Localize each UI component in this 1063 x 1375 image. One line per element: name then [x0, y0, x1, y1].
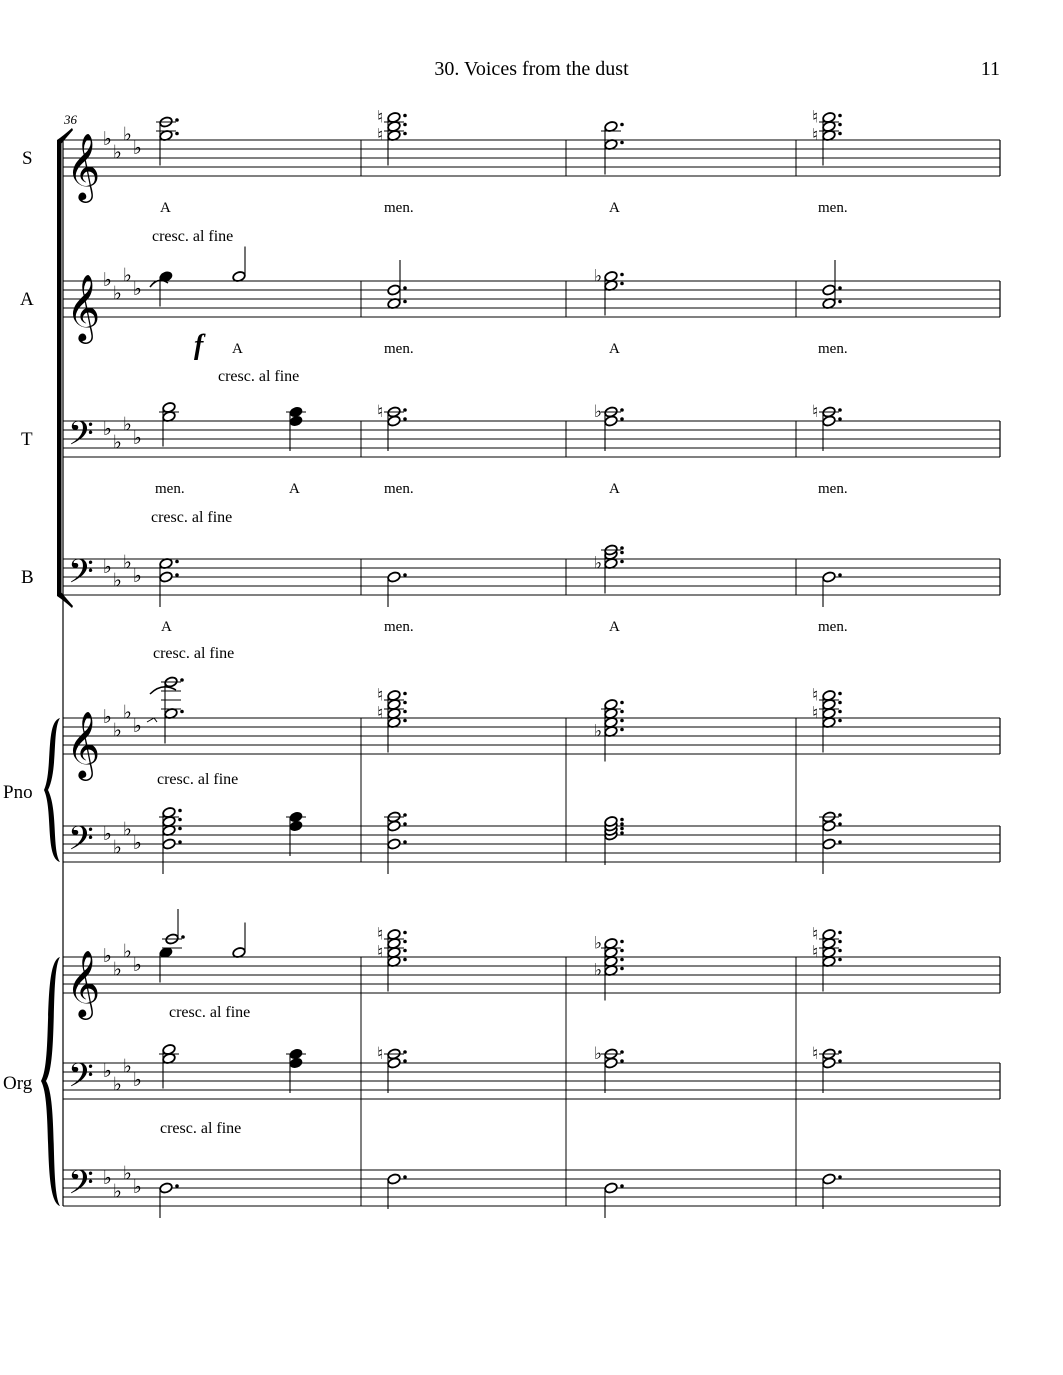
- flat-icon: ♭: [103, 269, 112, 291]
- augmentation-dot: [175, 118, 179, 122]
- natural-icon: ♮: [377, 924, 384, 945]
- augmentation-dot: [838, 123, 842, 127]
- augmentation-dot: [620, 546, 624, 550]
- augmentation-dot: [178, 840, 182, 844]
- natural-icon: ♮: [377, 942, 384, 963]
- natural-icon: ♮: [377, 402, 384, 422]
- augmentation-dot: [838, 940, 842, 944]
- flat-icon: ♭: [103, 556, 112, 578]
- augmentation-dot: [838, 1059, 842, 1063]
- augmentation-dot: [620, 719, 624, 723]
- bass-clef-icon: 𝄢: [68, 415, 94, 461]
- flat-icon: ♭: [113, 1180, 122, 1203]
- augmentation-dot: [178, 827, 182, 831]
- augmentation-dot: [838, 949, 842, 953]
- dynamic-piano: cresc. al fine: [157, 771, 239, 788]
- lyric-soprano-1: A: [160, 200, 171, 216]
- augmentation-dot: [403, 958, 407, 962]
- augmentation-dot: [403, 940, 407, 944]
- augmentation-dot: [620, 831, 624, 835]
- flat-icon: ♭: [133, 427, 142, 449]
- bass-clef-icon: 𝄢: [68, 553, 94, 599]
- lyric-bass-4: men.: [818, 619, 848, 635]
- note-head: [387, 838, 401, 850]
- flat-icon: ♭: [113, 569, 122, 592]
- augmentation-dot: [620, 967, 624, 971]
- augmentation-dot: [838, 710, 842, 714]
- bass-clef-icon: 𝄢: [68, 1057, 94, 1103]
- augmentation-dot: [838, 1050, 842, 1054]
- augmentation-dot: [838, 958, 842, 962]
- augmentation-dot: [180, 678, 184, 682]
- lyric-alto-2: men.: [384, 341, 414, 357]
- lyric-bass-2: men.: [384, 619, 414, 635]
- augmentation-dot: [620, 1050, 624, 1054]
- augmentation-dot: [838, 692, 842, 696]
- flat-icon: ♭: [133, 1069, 142, 1091]
- augmentation-dot: [838, 300, 842, 304]
- flat-icon: ♭: [133, 565, 142, 587]
- tie: [150, 687, 176, 694]
- augmentation-dot: [180, 710, 184, 714]
- natural-icon: ♮: [812, 924, 819, 945]
- dynamic-organ-upper: cresc. al fine: [169, 1004, 251, 1021]
- flat-icon: ♭: [123, 551, 132, 574]
- staff-bass: [63, 552, 1000, 600]
- choir-bracket: [57, 128, 73, 608]
- staff-label-organ: Org: [3, 1073, 33, 1094]
- staff-soprano: [63, 124, 1000, 204]
- augmentation-dot: [403, 300, 407, 304]
- augmentation-dot: [620, 408, 624, 412]
- flat-icon: ♭: [113, 1073, 122, 1096]
- augmentation-dot: [175, 1184, 179, 1188]
- piano-brace: [44, 718, 60, 862]
- lyric-tenor-1: men.: [155, 481, 185, 497]
- flat-icon: ♭: [594, 1044, 603, 1064]
- augmentation-dot: [620, 282, 624, 286]
- augmentation-dot: [620, 818, 624, 822]
- staff-alto: [63, 265, 1000, 345]
- page-number: 11: [980, 58, 1000, 80]
- flat-icon: ♭: [594, 266, 603, 287]
- lyric-soprano-3: A: [609, 200, 620, 216]
- augmentation-dot: [838, 408, 842, 412]
- augmentation-dot: [838, 1175, 842, 1179]
- staff-piano-rh: [63, 702, 1000, 782]
- staff-label-alto: A: [20, 289, 34, 310]
- augmentation-dot: [838, 286, 842, 290]
- natural-icon: ♮: [812, 685, 819, 706]
- flat-icon: ♭: [594, 933, 603, 954]
- augmentation-dot: [403, 286, 407, 290]
- staff-organ-lh: [63, 1056, 1000, 1104]
- flat-icon: ♭: [103, 945, 112, 967]
- augmentation-dot: [181, 935, 185, 939]
- augmentation-dot: [403, 822, 407, 826]
- lyric-bass-1: A: [161, 619, 172, 635]
- augmentation-dot: [403, 408, 407, 412]
- flat-icon: ♭: [103, 128, 112, 150]
- augmentation-dot: [620, 827, 624, 831]
- forte-alto: f: [194, 330, 204, 361]
- augmentation-dot: [175, 132, 179, 136]
- dynamic-alto: cresc. al fine: [218, 368, 300, 385]
- note-head: [159, 571, 173, 583]
- flat-icon: ♭: [123, 1055, 132, 1078]
- augmentation-dot: [620, 417, 624, 421]
- staff-tenor: [63, 414, 1000, 462]
- flat-icon: ♭: [113, 719, 122, 742]
- augmentation-dot: [403, 123, 407, 127]
- flat-icon: ♭: [133, 832, 142, 854]
- natural-icon: ♮: [377, 1044, 384, 1064]
- flat-icon: ♭: [113, 282, 122, 305]
- augmentation-dot: [838, 132, 842, 136]
- note-head: [387, 571, 401, 583]
- augmentation-dot: [838, 822, 842, 826]
- flat-icon: ♭: [123, 940, 132, 963]
- flat-icon: ♭: [113, 141, 122, 164]
- flat-icon: ♭: [103, 1167, 112, 1189]
- flat-icon: ♭: [123, 1162, 132, 1185]
- dynamic-soprano: cresc. al fine: [152, 228, 234, 245]
- augmentation-dot: [403, 710, 407, 714]
- bass-clef-icon: 𝄢: [68, 1164, 94, 1210]
- natural-icon: ♮: [812, 402, 819, 422]
- natural-icon: ♮: [812, 703, 819, 724]
- augmentation-dot: [403, 573, 407, 577]
- flat-icon: ♭: [594, 402, 603, 422]
- augmentation-dot: [838, 813, 842, 817]
- augmentation-dot: [178, 818, 182, 822]
- page-title: 30. Voices from the dust: [434, 58, 629, 80]
- augmentation-dot: [620, 728, 624, 732]
- augmentation-dot: [403, 114, 407, 118]
- augmentation-dot: [403, 813, 407, 817]
- augmentation-dot: [403, 840, 407, 844]
- augmentation-dot: [620, 123, 624, 127]
- augmentation-dot: [403, 1175, 407, 1179]
- note-head: [822, 838, 836, 850]
- natural-icon: ♮: [812, 125, 819, 146]
- flat-icon: ♭: [133, 137, 142, 159]
- natural-icon: ♮: [812, 1044, 819, 1064]
- augmentation-dot: [620, 958, 624, 962]
- flat-icon: ♭: [123, 413, 132, 436]
- augmentation-dot: [620, 141, 624, 145]
- augmentation-dot: [620, 710, 624, 714]
- measure-number: 36: [64, 112, 77, 127]
- augmentation-dot: [620, 1184, 624, 1188]
- flat-icon: ♭: [103, 418, 112, 440]
- augmentation-dot: [620, 940, 624, 944]
- organ-brace: [41, 957, 60, 1206]
- augmentation-dot: [838, 719, 842, 723]
- dynamic-bass: cresc. al fine: [153, 645, 235, 662]
- staff-organ-pedal: [63, 1163, 1000, 1211]
- lyric-tenor-3: men.: [384, 481, 414, 497]
- note-head: [387, 284, 401, 296]
- flat-icon: ♭: [594, 960, 603, 981]
- flat-icon: ♭: [103, 1060, 112, 1082]
- augmentation-dot: [403, 931, 407, 935]
- treble-clef-icon: 𝄞: [66, 132, 101, 200]
- augmentation-dot: [838, 417, 842, 421]
- augmentation-dot: [838, 840, 842, 844]
- natural-icon: ♮: [377, 685, 384, 706]
- staff-label-soprano: S: [22, 148, 33, 169]
- flat-icon: ♭: [133, 278, 142, 300]
- augmentation-dot: [620, 1059, 624, 1063]
- lyric-tenor-2: A: [289, 481, 300, 497]
- natural-icon: ♮: [812, 107, 819, 128]
- tie: [147, 718, 157, 722]
- staff-label-tenor: T: [21, 429, 33, 450]
- staff-label-piano: Pno: [3, 782, 33, 803]
- augmentation-dot: [403, 719, 407, 723]
- flat-icon: ♭: [594, 721, 603, 742]
- flat-icon: ♭: [113, 958, 122, 981]
- staff-piano-lh: [63, 819, 1000, 867]
- note-head: [822, 284, 836, 296]
- augmentation-dot: [838, 573, 842, 577]
- note-head: [159, 1182, 173, 1194]
- lyric-tenor-5: men.: [818, 481, 848, 497]
- treble-clef-icon: 𝄞: [66, 273, 101, 341]
- augmentation-dot: [620, 701, 624, 705]
- dynamic-organ-lower: cresc. al fine: [160, 1120, 242, 1137]
- lyric-soprano-2: men.: [384, 200, 414, 216]
- natural-icon: ♮: [377, 125, 384, 146]
- note-head: [822, 1173, 836, 1185]
- bass-clef-icon: 𝄢: [68, 820, 94, 866]
- lyric-soprano-4: men.: [818, 200, 848, 216]
- augmentation-dot: [178, 809, 182, 813]
- flat-icon: ♭: [113, 431, 122, 454]
- augmentation-dot: [403, 1059, 407, 1063]
- augmentation-dot: [620, 822, 624, 826]
- flat-icon: ♭: [103, 823, 112, 845]
- flat-icon: ♭: [594, 553, 603, 574]
- augmentation-dot: [175, 560, 179, 564]
- treble-clef-icon: 𝄞: [66, 949, 101, 1017]
- flat-icon: ♭: [133, 1176, 142, 1198]
- natural-icon: ♮: [377, 107, 384, 128]
- note-head: [604, 1182, 618, 1194]
- augmentation-dot: [403, 949, 407, 953]
- lyric-alto-1: A: [232, 341, 243, 357]
- augmentation-dot: [838, 931, 842, 935]
- note-head: [387, 1173, 401, 1185]
- natural-icon: ♮: [812, 942, 819, 963]
- natural-icon: ♮: [377, 703, 384, 724]
- lyric-tenor-4: A: [609, 481, 620, 497]
- lyric-alto-4: men.: [818, 341, 848, 357]
- augmentation-dot: [620, 273, 624, 277]
- flat-icon: ♭: [113, 836, 122, 859]
- augmentation-dot: [620, 551, 624, 555]
- staff-label-bass: B: [21, 567, 34, 588]
- flat-icon: ♭: [133, 954, 142, 976]
- flat-icon: ♭: [103, 706, 112, 728]
- augmentation-dot: [620, 949, 624, 953]
- flat-icon: ♭: [123, 818, 132, 841]
- lyric-bass-3: A: [609, 619, 620, 635]
- lyric-alto-3: A: [609, 341, 620, 357]
- dynamic-tenor: cresc. al fine: [151, 509, 233, 526]
- note-head: [822, 571, 836, 583]
- flat-icon: ♭: [123, 701, 132, 724]
- augmentation-dot: [838, 701, 842, 705]
- augmentation-dot: [403, 417, 407, 421]
- augmentation-dot: [403, 701, 407, 705]
- treble-clef-icon: 𝄞: [66, 710, 101, 778]
- augmentation-dot: [175, 573, 179, 577]
- augmentation-dot: [403, 692, 407, 696]
- augmentation-dot: [838, 114, 842, 118]
- augmentation-dot: [403, 132, 407, 136]
- flat-icon: ♭: [123, 264, 132, 287]
- flat-icon: ♭: [123, 123, 132, 146]
- augmentation-dot: [620, 560, 624, 564]
- note-head: [162, 838, 176, 850]
- augmentation-dot: [403, 1050, 407, 1054]
- flat-icon: ♭: [133, 715, 142, 737]
